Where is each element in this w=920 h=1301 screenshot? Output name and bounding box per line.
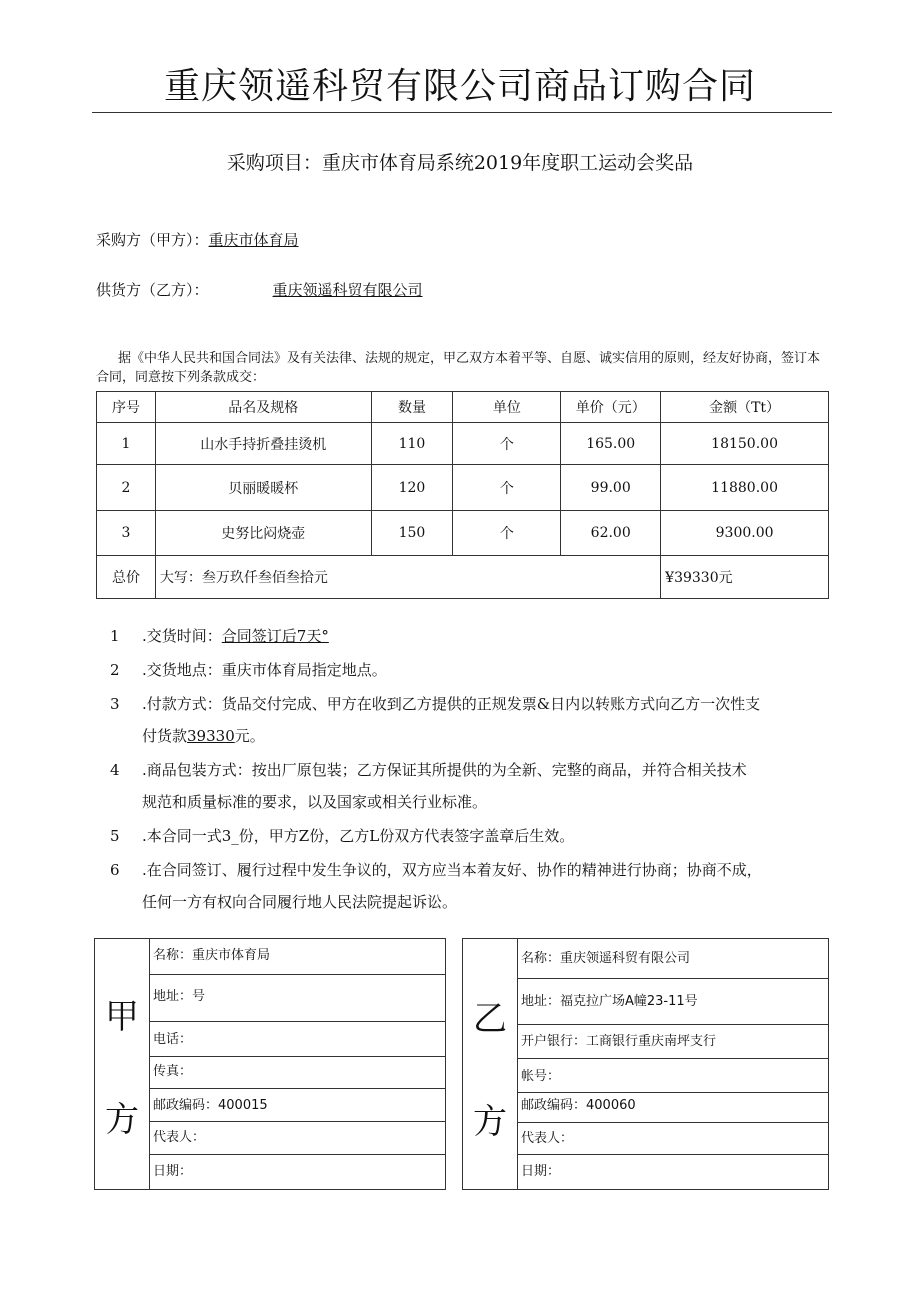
total-in-words: 大写：叁万玖仟叁佰叁拾元: [155, 556, 660, 599]
header-amount: 金额（Tt）: [661, 392, 829, 423]
cell-unit-price: 99.00: [561, 465, 661, 511]
party-b-postcode: 邮政编码：400060: [518, 1093, 828, 1123]
party-a-address: 地址：号: [150, 975, 445, 1022]
cell-amount: 18150.00: [661, 423, 829, 465]
party-b-char-1: 乙: [473, 999, 507, 1039]
term-number: 3: [110, 695, 120, 713]
party-a-phone: 电话：: [150, 1022, 445, 1057]
term-text-line2: 付货款: [142, 727, 188, 745]
party-a-block: [94, 938, 446, 1190]
cell-amount: 9300.00: [661, 511, 829, 556]
term-delivery-place: [106, 654, 830, 686]
term-number: 2: [110, 661, 120, 679]
party-b-char-2: 方: [473, 1102, 507, 1142]
table-header-row: [97, 392, 829, 423]
header-unit-price: 单价（元）: [561, 392, 661, 423]
table-total-row: [97, 556, 829, 599]
party-a-representative: 代表人：: [150, 1122, 445, 1155]
cell-name: 史努比闷烧壶: [155, 511, 371, 556]
term-number: 6: [110, 861, 120, 879]
term-text-line2: 规范和质量标准的要求，以及国家或相关行业标准。: [142, 793, 488, 811]
header-unit: 单位: [453, 392, 561, 423]
intro-paragraph: 据《中华人民共和国合同法》及有关法律、法规的规定，甲乙双方本着平等、自愿、诚实信用的原则，经友好协商，签订本合同，同意按下列条款成交：: [96, 351, 821, 385]
party-b-name: 名称：重庆领遥科贸有限公司: [518, 939, 828, 979]
cell-quantity: 120: [371, 465, 453, 511]
header-name: 品名及规格: [155, 392, 371, 423]
buyer-label: 采购方（甲方）：: [96, 231, 209, 249]
cell-unit: 个: [453, 423, 561, 465]
contract-title: 重庆领遥科贸有限公司商品订购合同: [163, 66, 756, 107]
header-index: 序号: [97, 392, 156, 423]
party-a-postcode: 邮政编码：400015: [150, 1089, 445, 1122]
cell-quantity: 110: [371, 423, 453, 465]
title-divider: [92, 112, 832, 113]
cell-unit-price: 62.00: [561, 511, 661, 556]
term-delivery-time: [106, 620, 830, 652]
term-text: .在合同签订、履行过程中发生争议的，双方应当本着友好、协作的精神进行协商；协商不成，: [142, 861, 762, 879]
cell-unit: 个: [453, 511, 561, 556]
term-number: 4: [110, 761, 120, 779]
header-quantity: 数量: [371, 392, 453, 423]
goods-table: [96, 391, 829, 599]
cell-name: 山水手持折叠挂烫机: [155, 423, 371, 465]
term-payment: [106, 688, 830, 752]
party-a-name: 名称：重庆市体育局: [150, 939, 445, 975]
party-b-account: 帐号：: [518, 1059, 828, 1093]
table-row: [97, 511, 829, 556]
party-a-char-1: 甲: [105, 997, 139, 1037]
buyer-line: [96, 229, 299, 251]
supplier-label: 供货方（乙方）：: [96, 281, 209, 299]
payment-amount: 39330: [187, 727, 235, 745]
term-copies: [106, 820, 830, 852]
cell-unit-price: 165.00: [561, 423, 661, 465]
cell-amount: 11880.00: [661, 465, 829, 511]
term-text: .交货地点：重庆市体育局指定地点。: [142, 661, 387, 679]
total-amount: ¥39330元: [661, 556, 829, 599]
contract-terms: [106, 620, 830, 918]
term-text: .商品包装方式：按出厂原包装；乙方保证其所提供的为全新、完整的商品，并符合相关技术: [142, 761, 747, 779]
cell-quantity: 150: [371, 511, 453, 556]
party-b-label: [463, 939, 518, 1189]
party-b-date: 日期：: [521, 1164, 561, 1179]
term-text-suffix: 元。: [234, 727, 265, 745]
party-b-address: 地址：福克拉广场A幢23-11号: [518, 979, 828, 1025]
cell-index: 2: [97, 465, 156, 511]
delivery-time-value: 合同签订后7天°: [221, 627, 329, 645]
party-b-bank: 开户银行：工商银行重庆南坪支行: [518, 1025, 828, 1059]
cell-index: 1: [97, 423, 156, 465]
supplier-name: 重庆领遥科贸有限公司: [272, 281, 423, 299]
party-a-date: 日期：: [153, 1164, 193, 1179]
table-row: [97, 423, 829, 465]
total-label: 总价: [97, 556, 156, 599]
term-text: .付款方式：货品交付完成、甲方在收到乙方提供的正规发票&日内以转账方式向乙方一次性支: [142, 695, 761, 713]
party-b-representative: 代表人：: [518, 1123, 828, 1155]
party-a-label: [95, 939, 150, 1189]
cell-unit: 个: [453, 465, 561, 511]
term-packaging: [106, 754, 830, 818]
term-text-line2: 任何一方有权向合同履行地人民法院提起诉讼。: [142, 893, 458, 911]
procurement-project: 采购项目：重庆市体育局系统2019年度职工运动会奖品: [226, 152, 694, 174]
term-number: 5: [110, 827, 120, 845]
cell-name: 贝丽暖暖杯: [155, 465, 371, 511]
party-b-block: [462, 938, 829, 1190]
buyer-name: 重庆市体育局: [208, 231, 299, 249]
party-a-char-2: 方: [105, 1100, 139, 1140]
table-row: [97, 465, 829, 511]
supplier-line: [96, 279, 423, 301]
term-dispute: [106, 854, 830, 918]
term-number: 1: [110, 627, 120, 645]
term-label: .交货时间：: [142, 627, 222, 645]
party-a-fax: 传真：: [150, 1057, 445, 1089]
cell-index: 3: [97, 511, 156, 556]
term-text: .本合同一式3_份，甲方Z份，乙方L份双方代表签字盖章后生效。: [142, 827, 575, 845]
